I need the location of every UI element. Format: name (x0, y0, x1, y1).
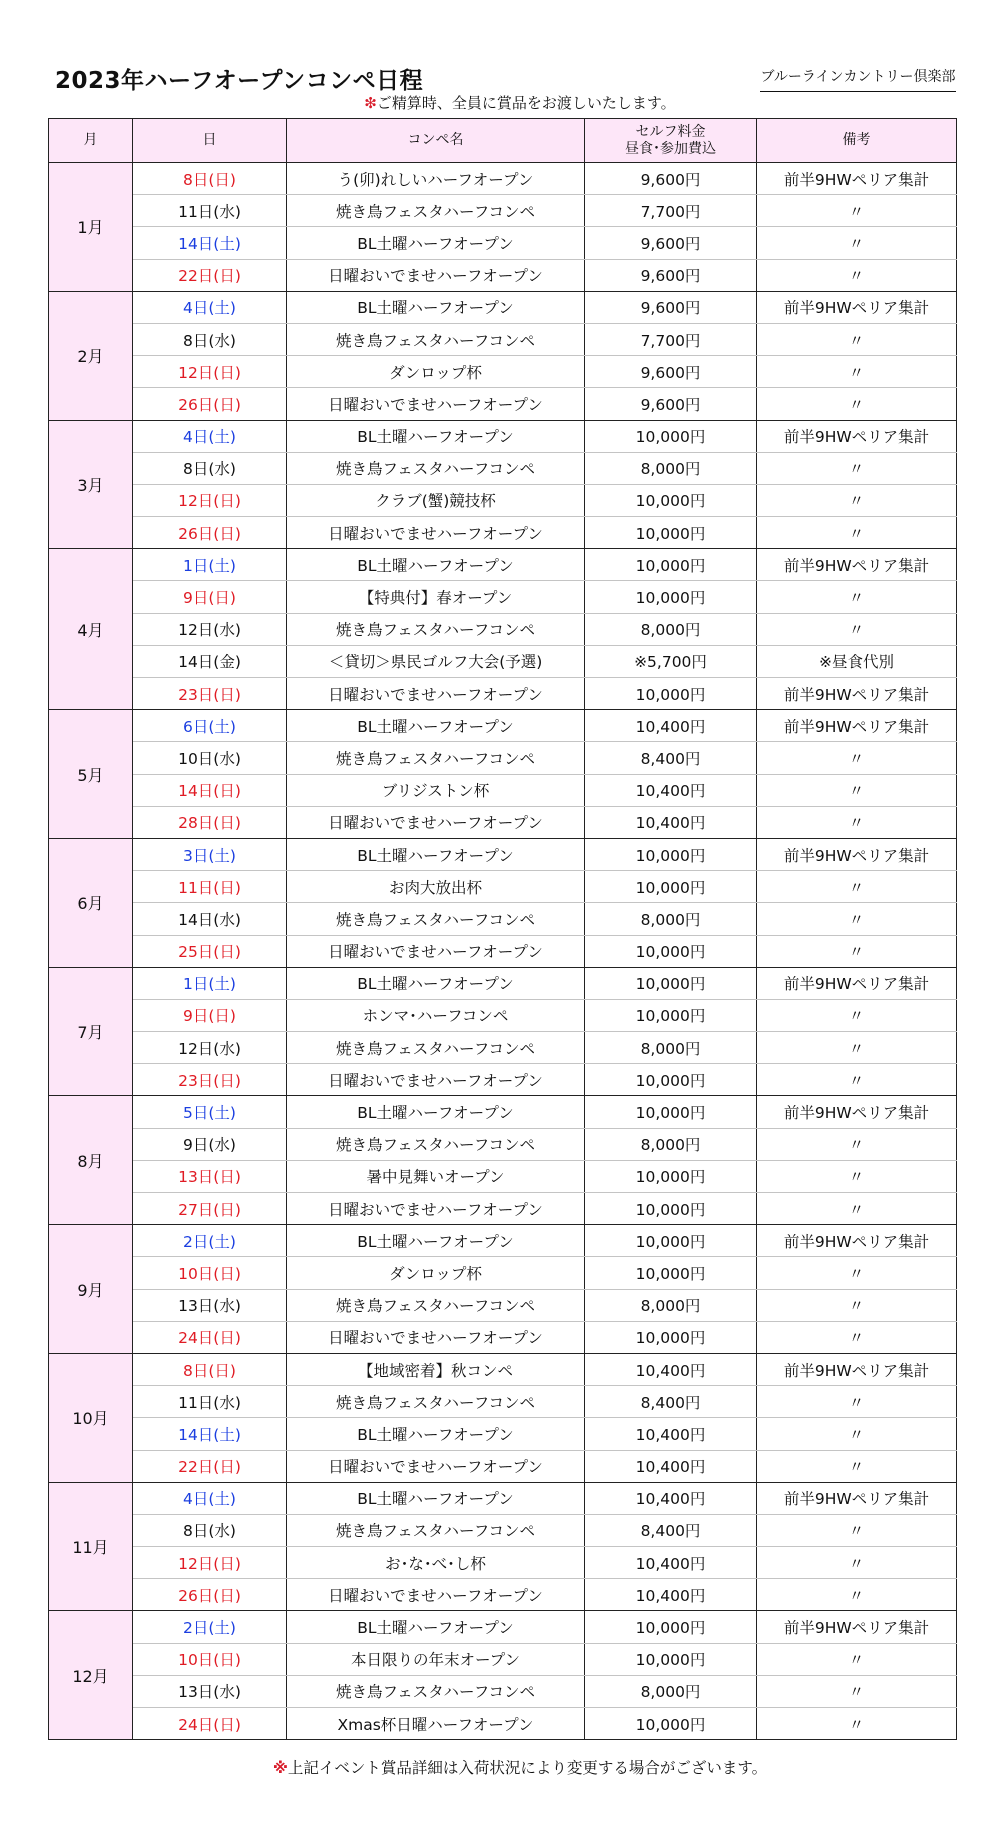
fee-cell: 8,400円 (585, 1386, 757, 1418)
note-cell: 〃 (757, 1257, 957, 1289)
competition-name-cell: BL土曜ハーフオープン (287, 967, 585, 999)
note-cell: 〃 (757, 227, 957, 259)
competition-name-cell: 暑中見舞いオープン (287, 1160, 585, 1192)
note-cell: 〃 (757, 1643, 957, 1675)
note-cell: 前半9HWペリア集計 (757, 838, 957, 870)
table-row (49, 291, 957, 323)
note-cell: 〃 (757, 356, 957, 388)
table-row (49, 710, 957, 742)
competition-name-cell: ＜貸切＞県民ゴルフ大会(予選) (287, 645, 585, 677)
competition-name-cell: 焼き鳥フェスタハーフコンペ (287, 323, 585, 355)
table-row (49, 806, 957, 838)
fee-cell: 10,000円 (585, 581, 757, 613)
note-cell: 〃 (757, 517, 957, 549)
day-cell: 23日(日) (133, 678, 287, 710)
competition-name-cell: 日曜おいでませハーフオープン (287, 1064, 585, 1096)
note-cell: 〃 (757, 1450, 957, 1482)
note-cell: 〃 (757, 1321, 957, 1353)
table-row (49, 935, 957, 967)
month-cell: 7月 (49, 967, 133, 1096)
competition-name-cell: BL土曜ハーフオープン (287, 1611, 585, 1643)
note-cell: 〃 (757, 388, 957, 420)
table-row (49, 1514, 957, 1546)
fee-cell: 10,000円 (585, 678, 757, 710)
fee-cell: 10,000円 (585, 549, 757, 581)
note-cell: 前半9HWペリア集計 (757, 1482, 957, 1514)
competition-name-cell: BL土曜ハーフオープン (287, 710, 585, 742)
table-row (49, 1064, 957, 1096)
table-row (49, 1096, 957, 1128)
note-cell: 〃 (757, 871, 957, 903)
fee-cell: 10,000円 (585, 1096, 757, 1128)
month-cell: 12月 (49, 1611, 133, 1740)
fee-cell: 10,000円 (585, 999, 757, 1031)
competition-name-cell: 日曜おいでませハーフオープン (287, 1321, 585, 1353)
month-cell: 8月 (49, 1096, 133, 1225)
fee-cell: 8,000円 (585, 1032, 757, 1064)
fee-cell: 10,000円 (585, 1225, 757, 1257)
competition-name-cell: 焼き鳥フェスタハーフコンペ (287, 1675, 585, 1707)
day-cell: 8日(水) (133, 323, 287, 355)
table-row (49, 581, 957, 613)
day-cell: 14日(土) (133, 227, 287, 259)
fee-cell: 10,000円 (585, 517, 757, 549)
note-cell: 前半9HWペリア集計 (757, 1353, 957, 1385)
month-cell: 3月 (49, 420, 133, 549)
month-cell: 11月 (49, 1482, 133, 1611)
month-cell: 9月 (49, 1225, 133, 1354)
day-cell: 9日(日) (133, 999, 287, 1031)
competition-name-cell: 日曜おいでませハーフオープン (287, 1193, 585, 1225)
footer-mark-icon: ※ (272, 1759, 288, 1777)
day-cell: 6日(土) (133, 710, 287, 742)
note-cell: 前半9HWペリア集計 (757, 549, 957, 581)
fee-cell: 8,000円 (585, 1128, 757, 1160)
day-cell: 14日(日) (133, 774, 287, 806)
fee-cell: 10,400円 (585, 1547, 757, 1579)
day-cell: 25日(日) (133, 935, 287, 967)
month-cell: 10月 (49, 1353, 133, 1482)
note-cell: 〃 (757, 1032, 957, 1064)
table-row (49, 517, 957, 549)
competition-name-cell: BL土曜ハーフオープン (287, 838, 585, 870)
fee-cell: 10,000円 (585, 1064, 757, 1096)
day-cell: 26日(日) (133, 1579, 287, 1611)
table-row (49, 1482, 957, 1514)
fee-cell: 10,000円 (585, 1708, 757, 1740)
table-row (49, 871, 957, 903)
table-row (49, 484, 957, 516)
competition-name-cell: 【地域密着】秋コンペ (287, 1353, 585, 1385)
competition-name-cell: 焼き鳥フェスタハーフコンペ (287, 613, 585, 645)
day-cell: 12日(日) (133, 356, 287, 388)
note-cell: 〃 (757, 1514, 957, 1546)
day-cell: 14日(土) (133, 1418, 287, 1450)
note-cell: 〃 (757, 1708, 957, 1740)
competition-name-cell: お･な･べ･し杯 (287, 1547, 585, 1579)
fee-cell: 9,600円 (585, 259, 757, 291)
fee-cell: 10,000円 (585, 1257, 757, 1289)
fee-cell: 10,000円 (585, 484, 757, 516)
competition-name-cell: 焼き鳥フェスタハーフコンペ (287, 742, 585, 774)
competition-name-cell: 日曜おいでませハーフオープン (287, 935, 585, 967)
day-cell: 1日(土) (133, 967, 287, 999)
note-cell: 前半9HWペリア集計 (757, 291, 957, 323)
note-cell: 〃 (757, 774, 957, 806)
note-cell: 〃 (757, 1064, 957, 1096)
table-row (49, 163, 957, 195)
day-cell: 8日(水) (133, 452, 287, 484)
footer-text: 上記イベント賞品詳細は入荷状況により変更する場合がございます。 (287, 1759, 768, 1777)
note-cell: 〃 (757, 1160, 957, 1192)
competition-name-cell: 日曜おいでませハーフオープン (287, 388, 585, 420)
table-row (49, 1353, 957, 1385)
competition-name-cell: ダンロップ杯 (287, 356, 585, 388)
fee-cell: 10,000円 (585, 871, 757, 903)
note-cell: ※昼食代別 (757, 645, 957, 677)
table-header-row (49, 119, 957, 163)
table-row (49, 742, 957, 774)
col-header-fee-line1: セルフ料金 (635, 123, 706, 140)
note-cell: 〃 (757, 1579, 957, 1611)
table-row (49, 1225, 957, 1257)
competition-name-cell: BL土曜ハーフオープン (287, 1096, 585, 1128)
fee-cell: 10,000円 (585, 1321, 757, 1353)
fee-cell: 8,000円 (585, 903, 757, 935)
table-row (49, 1418, 957, 1450)
competition-name-cell: う(卯)れしいハーフオープン (287, 163, 585, 195)
competition-name-cell: ホンマ･ハーフコンペ (287, 999, 585, 1031)
note-cell: 〃 (757, 581, 957, 613)
col-header-fee-line2: 昼食･参加費込 (625, 140, 716, 157)
competition-name-cell: 日曜おいでませハーフオープン (287, 806, 585, 838)
note-cell: 〃 (757, 1675, 957, 1707)
day-cell: 13日(日) (133, 1160, 287, 1192)
note-cell: 〃 (757, 999, 957, 1031)
fee-cell: 8,000円 (585, 452, 757, 484)
fee-cell: 10,400円 (585, 1482, 757, 1514)
day-cell: 8日(水) (133, 1514, 287, 1546)
day-cell: 23日(日) (133, 1064, 287, 1096)
day-cell: 26日(日) (133, 388, 287, 420)
prize-notice (0, 92, 1000, 113)
day-cell: 26日(日) (133, 517, 287, 549)
day-cell: 2日(土) (133, 1611, 287, 1643)
note-cell: 前半9HWペリア集計 (757, 710, 957, 742)
competition-name-cell: ダンロップ杯 (287, 1257, 585, 1289)
competition-name-cell: お肉大放出杯 (287, 871, 585, 903)
competition-name-cell: 日曜おいでませハーフオープン (287, 517, 585, 549)
competition-name-cell: BL土曜ハーフオープン (287, 1482, 585, 1514)
fee-cell: 10,400円 (585, 1418, 757, 1450)
table-row (49, 613, 957, 645)
col-header-day: 日 (133, 119, 287, 163)
competition-name-cell: BL土曜ハーフオープン (287, 420, 585, 452)
note-cell: 〃 (757, 1193, 957, 1225)
note-cell: 〃 (757, 1386, 957, 1418)
day-cell: 5日(土) (133, 1096, 287, 1128)
table-row (49, 1321, 957, 1353)
fee-cell: 10,000円 (585, 838, 757, 870)
day-cell: 14日(金) (133, 645, 287, 677)
day-cell: 4日(土) (133, 1482, 287, 1514)
table-row (49, 967, 957, 999)
table-row (49, 227, 957, 259)
day-cell: 9日(日) (133, 581, 287, 613)
competition-name-cell: 焼き鳥フェスタハーフコンペ (287, 1032, 585, 1064)
note-cell: 〃 (757, 1128, 957, 1160)
fee-cell: 10,400円 (585, 1353, 757, 1385)
fee-cell: 10,000円 (585, 420, 757, 452)
note-cell: 前半9HWペリア集計 (757, 678, 957, 710)
day-cell: 13日(水) (133, 1675, 287, 1707)
competition-name-cell: BL土曜ハーフオープン (287, 1418, 585, 1450)
fee-cell: 9,600円 (585, 388, 757, 420)
fee-cell: ※5,700円 (585, 645, 757, 677)
fee-cell: 10,000円 (585, 1611, 757, 1643)
note-cell: 〃 (757, 1418, 957, 1450)
day-cell: 10日(日) (133, 1257, 287, 1289)
table-row (49, 1160, 957, 1192)
table-row (49, 678, 957, 710)
table-row (49, 452, 957, 484)
table-row (49, 903, 957, 935)
day-cell: 8日(日) (133, 1353, 287, 1385)
note-cell: 〃 (757, 806, 957, 838)
table-row (49, 323, 957, 355)
note-cell: 〃 (757, 903, 957, 935)
fee-cell: 10,000円 (585, 935, 757, 967)
month-cell: 2月 (49, 291, 133, 420)
col-header-name: コンペ名 (287, 119, 585, 163)
table-row (49, 420, 957, 452)
competition-name-cell: 焼き鳥フェスタハーフコンペ (287, 1128, 585, 1160)
note-cell: 〃 (757, 259, 957, 291)
col-header-fee (585, 119, 757, 163)
competition-name-cell: 日曜おいでませハーフオープン (287, 1450, 585, 1482)
day-cell: 4日(土) (133, 291, 287, 323)
day-cell: 11日(日) (133, 871, 287, 903)
note-cell: 前半9HWペリア集計 (757, 1611, 957, 1643)
table-row (49, 1611, 957, 1643)
table-row (49, 1579, 957, 1611)
table-row (49, 1193, 957, 1225)
fee-cell: 10,000円 (585, 967, 757, 999)
month-cell: 1月 (49, 163, 133, 292)
competition-name-cell: ブリジストン杯 (287, 774, 585, 806)
col-header-month: 月 (49, 119, 133, 163)
competition-name-cell: BL土曜ハーフオープン (287, 291, 585, 323)
day-cell: 14日(水) (133, 903, 287, 935)
day-cell: 12日(水) (133, 1032, 287, 1064)
day-cell: 12日(日) (133, 484, 287, 516)
competition-name-cell: 【特典付】春オープン (287, 581, 585, 613)
competition-name-cell: Xmas杯日曜ハーフオープン (287, 1708, 585, 1740)
day-cell: 22日(日) (133, 1450, 287, 1482)
day-cell: 12日(日) (133, 1547, 287, 1579)
day-cell: 9日(水) (133, 1128, 287, 1160)
notice-mark-icon: ❇ (364, 94, 377, 112)
table-row (49, 1547, 957, 1579)
fee-cell: 9,600円 (585, 163, 757, 195)
day-cell: 4日(土) (133, 420, 287, 452)
competition-name-cell: 本日限りの年末オープン (287, 1643, 585, 1675)
day-cell: 27日(日) (133, 1193, 287, 1225)
day-cell: 1日(土) (133, 549, 287, 581)
fee-cell: 10,000円 (585, 1193, 757, 1225)
competition-name-cell: 日曜おいでませハーフオープン (287, 1579, 585, 1611)
fee-cell: 8,400円 (585, 1514, 757, 1546)
fee-cell: 8,000円 (585, 1675, 757, 1707)
note-cell: 前半9HWペリア集計 (757, 1225, 957, 1257)
day-cell: 12日(水) (133, 613, 287, 645)
table-row (49, 1386, 957, 1418)
note-cell: 〃 (757, 452, 957, 484)
table-row (49, 1450, 957, 1482)
fee-cell: 9,600円 (585, 356, 757, 388)
table-row (49, 1643, 957, 1675)
note-cell: 〃 (757, 742, 957, 774)
competition-name-cell: 焼き鳥フェスタハーフコンペ (287, 903, 585, 935)
competition-name-cell: BL土曜ハーフオープン (287, 549, 585, 581)
competition-name-cell: 焼き鳥フェスタハーフコンペ (287, 1514, 585, 1546)
table-row (49, 838, 957, 870)
month-cell: 4月 (49, 549, 133, 710)
table-row (49, 259, 957, 291)
fee-cell: 8,000円 (585, 613, 757, 645)
table-row (49, 1128, 957, 1160)
note-cell: 〃 (757, 935, 957, 967)
fee-cell: 10,400円 (585, 806, 757, 838)
month-cell: 5月 (49, 710, 133, 839)
fee-cell: 9,600円 (585, 291, 757, 323)
day-cell: 22日(日) (133, 259, 287, 291)
note-cell: 前半9HWペリア集計 (757, 163, 957, 195)
note-cell: 〃 (757, 1289, 957, 1321)
fee-cell: 10,000円 (585, 1643, 757, 1675)
table-row (49, 549, 957, 581)
day-cell: 3日(土) (133, 838, 287, 870)
table-row (49, 999, 957, 1031)
footer-disclaimer (0, 1756, 1000, 1778)
fee-cell: 8,400円 (585, 742, 757, 774)
note-cell: 〃 (757, 1547, 957, 1579)
competition-name-cell: BL土曜ハーフオープン (287, 227, 585, 259)
competition-name-cell: クラブ(蟹)競技杯 (287, 484, 585, 516)
fee-cell: 7,700円 (585, 195, 757, 227)
note-cell: 前半9HWペリア集計 (757, 420, 957, 452)
table-row (49, 1708, 957, 1740)
note-cell: 〃 (757, 323, 957, 355)
day-cell: 2日(土) (133, 1225, 287, 1257)
fee-cell: 10,000円 (585, 1160, 757, 1192)
competition-name-cell: BL土曜ハーフオープン (287, 1225, 585, 1257)
competition-name-cell: 日曜おいでませハーフオープン (287, 259, 585, 291)
fee-cell: 8,000円 (585, 1289, 757, 1321)
page-title: 2023年ハーフオープンコンペ日程 (55, 68, 424, 94)
table-row (49, 645, 957, 677)
fee-cell: 7,700円 (585, 323, 757, 355)
table-row (49, 356, 957, 388)
note-cell: 〃 (757, 613, 957, 645)
note-cell: 〃 (757, 195, 957, 227)
competition-name-cell: 焼き鳥フェスタハーフコンペ (287, 1386, 585, 1418)
table-row (49, 1675, 957, 1707)
table-row (49, 195, 957, 227)
day-cell: 11日(水) (133, 195, 287, 227)
table-row (49, 388, 957, 420)
note-cell: 前半9HWペリア集計 (757, 1096, 957, 1128)
note-cell: 前半9HWペリア集計 (757, 967, 957, 999)
table-row (49, 1032, 957, 1064)
day-cell: 8日(日) (133, 163, 287, 195)
schedule-table (48, 118, 957, 1740)
day-cell: 13日(水) (133, 1289, 287, 1321)
competition-name-cell: 焼き鳥フェスタハーフコンペ (287, 1289, 585, 1321)
col-header-note: 備考 (757, 119, 957, 163)
fee-cell: 10,400円 (585, 1450, 757, 1482)
notice-text: ご精算時、全員に賞品をお渡しいたします。 (376, 94, 676, 112)
day-cell: 24日(日) (133, 1708, 287, 1740)
club-name: ブルーラインカントリー倶楽部 (760, 66, 956, 92)
competition-name-cell: 日曜おいでませハーフオープン (287, 678, 585, 710)
fee-cell: 10,400円 (585, 1579, 757, 1611)
competition-name-cell: 焼き鳥フェスタハーフコンペ (287, 195, 585, 227)
day-cell: 10日(日) (133, 1643, 287, 1675)
competition-name-cell: 焼き鳥フェスタハーフコンペ (287, 452, 585, 484)
fee-cell: 10,400円 (585, 710, 757, 742)
day-cell: 24日(日) (133, 1321, 287, 1353)
table-row (49, 1257, 957, 1289)
table-row (49, 1289, 957, 1321)
table-row (49, 774, 957, 806)
note-cell: 〃 (757, 484, 957, 516)
month-cell: 6月 (49, 838, 133, 967)
fee-cell: 10,400円 (585, 774, 757, 806)
day-cell: 10日(水) (133, 742, 287, 774)
day-cell: 11日(水) (133, 1386, 287, 1418)
day-cell: 28日(日) (133, 806, 287, 838)
fee-cell: 9,600円 (585, 227, 757, 259)
